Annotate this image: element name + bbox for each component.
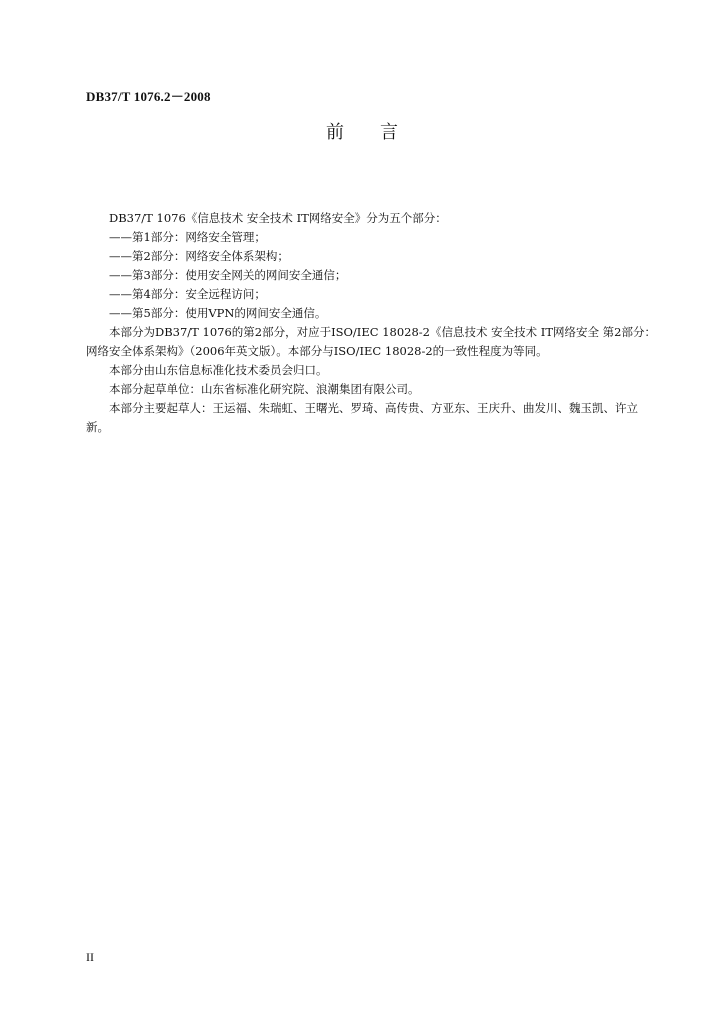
paragraph-drafters: 本部分主要起草人：王运福、朱瑞虹、王曙光、罗琦、高传贵、方亚东、王庆升、曲发川、魏玉凯、许立新。 (86, 401, 638, 434)
paragraph-intro: DB37/T 1076《信息技术 安全技术 IT网络安全》分为五个部分： (109, 211, 447, 225)
foreword-body (86, 209, 659, 437)
page-title (0, 118, 724, 144)
page-title-char-1: 前 (326, 122, 344, 143)
document-code: DB37/T 1076.2－2008 (86, 89, 211, 104)
paragraph-administration: 本部分由山东信息标准化技术委员会归口。 (109, 363, 328, 377)
list-item-part-5: ——第5部分：使用VPN的网间安全通信。 (109, 306, 327, 320)
list-item-part-1: ——第1部分：网络安全管理； (109, 230, 266, 244)
list-item-part-2: ——第2部分：网络安全体系架构； (109, 249, 289, 263)
paragraph-correspondence: 本部分为DB37/T 1076的第2部分，对应于ISO/IEC 18028-2《信息技术 安全技术 IT网络安全 第2部分：网络安全体系架构》（2006年英文版）。本部分与ISO/IEC 18028-2的一致性程度为等同。 (86, 325, 656, 358)
list-item-part-3: ——第3部分：使用安全网关的网间安全通信； (109, 268, 347, 282)
page-number: II (86, 950, 94, 964)
paragraph-drafting-units: 本部分起草单位：山东省标准化研究院、浪潮集团有限公司。 (109, 382, 420, 396)
page-title-char-2: 言 (380, 122, 398, 143)
list-item-part-4: ——第4部分：安全远程访问； (109, 287, 266, 301)
